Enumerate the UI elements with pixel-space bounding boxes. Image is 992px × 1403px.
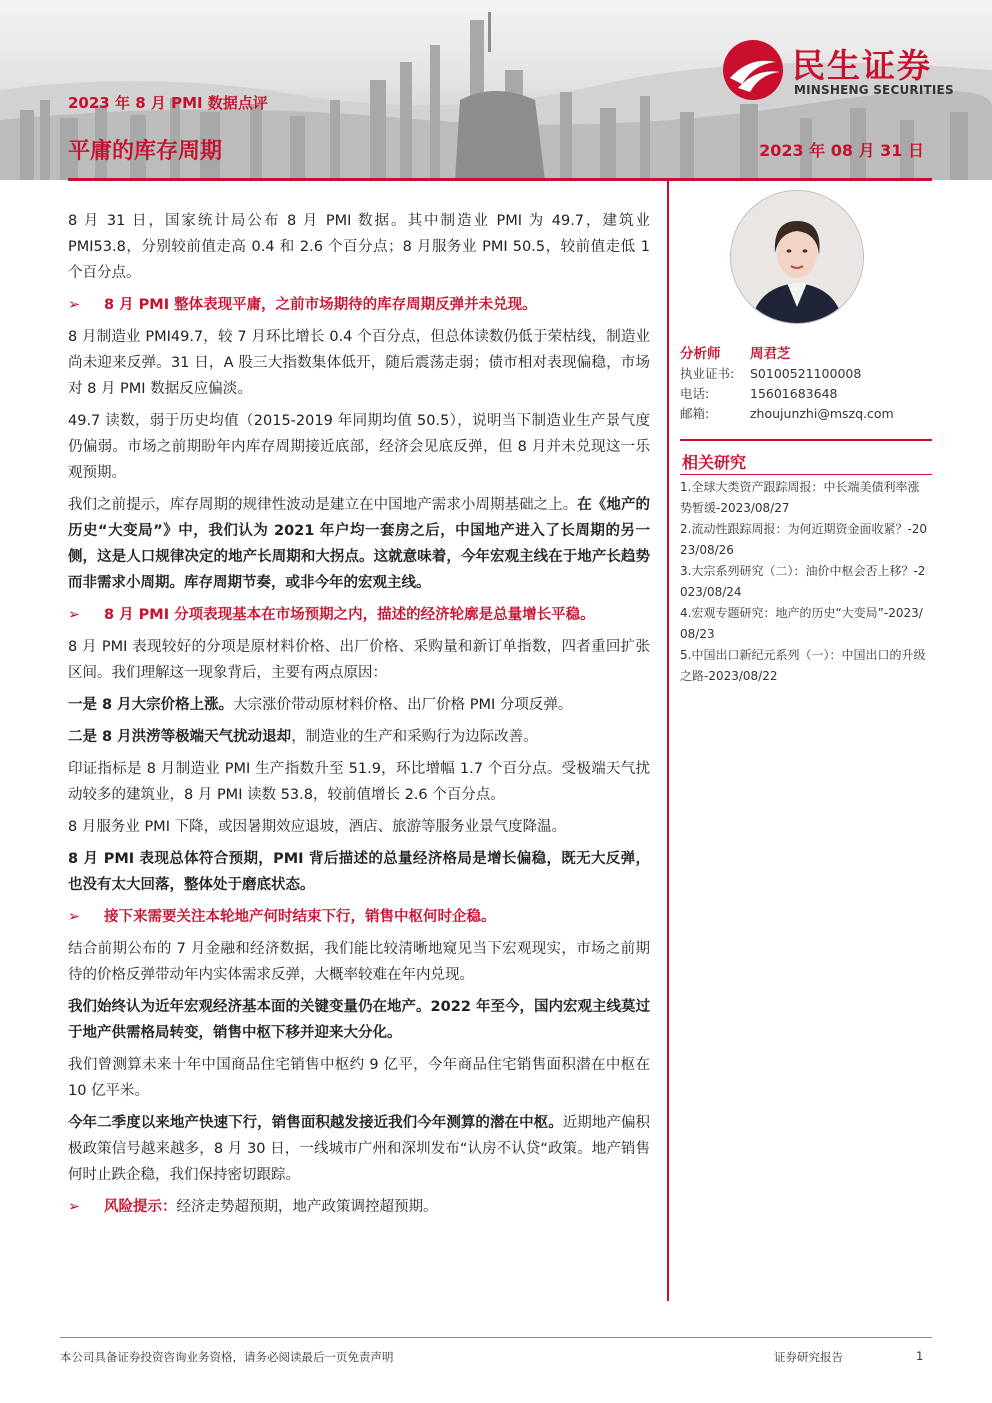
related-research-item[interactable]: 5.中国出口新纪元系列（一）：中国出口的升级之路-2023/08/22 <box>680 648 926 683</box>
key-point <box>68 602 650 628</box>
footer-disclaimer: 本公司具备证券投资咨询业务资格，请务必阅读最后一页免责声明 <box>60 1350 394 1364</box>
phone-number: 15601683648 <box>750 386 838 401</box>
company-logo <box>720 38 970 102</box>
paragraph: 8 月服务业 PMI 下降，或因暑期效应退坡，酒店、旅游等服务业景气度降温。 <box>68 819 567 835</box>
paragraph <box>68 692 650 718</box>
bold-paragraph: 8 月 PMI 表现总体符合预期，PMI 背后描述的总量经济格局是增长偏稳，既无大反弹，也没有太大回落，整体处于磨底状态。 <box>68 851 650 893</box>
related-research-item[interactable]: 4.宏观专题研究：地产的历史“大变局”-2023/08/23 <box>680 606 923 641</box>
related-research-list <box>680 477 930 687</box>
risk-label: 风险提示： <box>104 1199 177 1215</box>
report-date: 2023 年 08 月 31 日 <box>759 141 924 160</box>
arrow-bullet-icon: ➢ <box>68 1199 81 1215</box>
lead-text: 二是 8 月洪涝等极端天气扰动退却 <box>68 729 292 745</box>
logo-text-en: MINSHENG SECURITIES <box>794 83 954 97</box>
paragraph-text: 我们之前提示，库存周期的规律性波动是建立在中国地产需求小周期基础之上。 <box>68 497 578 513</box>
key-point-text: 8 月 PMI 整体表现平庸，之前市场期待的库存周期反弹并未兑现。 <box>104 297 537 313</box>
analyst-portrait-icon <box>731 191 863 323</box>
logo-mark-icon <box>720 38 786 102</box>
header-banner <box>0 0 992 180</box>
cert-number: S0100521100008 <box>750 366 862 381</box>
related-research-title: 相关研究 <box>682 453 747 472</box>
analyst-info <box>680 344 932 424</box>
main-content <box>68 208 650 1226</box>
phone-label: 电话: <box>680 386 710 401</box>
paragraph: 我们曾测算未来十年中国商品住宅销售中枢约 9 亿平，今年商品住宅销售面积潜在中枢在 10 亿平米。 <box>68 1057 650 1099</box>
paragraph: 印证指标是 8 月制造业 PMI 生产指数升至 51.9，环比增幅 1.7 个百分点。受极端天气扰动较多的建筑业，8 月 PMI 读数 53.8，较前值增长 2.6 个百分点。 <box>68 761 650 803</box>
sidebar-divider <box>680 439 932 441</box>
paragraph-text: 近期地产偏积极政策信号越来越多，8 月 30 日，一线城市广州和深圳发布“认房不认贷“政策。地产销售何时止跌企稳，我们保持密切跟踪。 <box>68 1115 651 1183</box>
related-research-item[interactable]: 2.流动性跟踪周报：为何近期资金面收紧？-2023/08/26 <box>680 522 928 557</box>
key-point-text: 8 月 PMI 分项表现基本在市场预期之内，描述的经济轮廓是总量增长平稳。 <box>104 607 595 623</box>
footer-report-type: 证券研究报告 <box>774 1350 843 1364</box>
paragraph <box>68 492 650 596</box>
arrow-bullet-icon: ➢ <box>68 607 81 623</box>
cert-label: 执业证书: <box>680 366 735 381</box>
arrow-bullet-icon: ➢ <box>68 909 81 925</box>
paragraph: 49.7 读数，弱于历史均值（2015-2019 年同期均值 50.5），说明当下制造业生产景气度仍偏弱。市场之前期盼年内库存周期接近底部，经济会见底反弹，但 8 月并未兑现这一乐观预期。 <box>68 413 650 481</box>
analyst-row <box>680 364 932 384</box>
related-research-item[interactable]: 1.全球大类资产跟踪周报：中长端美债利率涨势暂缓-2023/08/27 <box>680 480 920 515</box>
lead-text: 一是 8 月大宗价格上涨。 <box>68 697 234 713</box>
arrow-bullet-icon: ➢ <box>68 297 81 313</box>
analyst-role-label: 分析师 <box>680 346 721 362</box>
header-divider <box>68 178 932 181</box>
sidebar-divider <box>680 474 932 475</box>
paragraph <box>68 1110 650 1188</box>
paragraph-text: 大宗涨价带动原材料价格、出厂价格 PMI 分项反弹。 <box>233 697 573 713</box>
lead-text: 今年二季度以来地产快速下行，销售面积越发接近我们今年测算的潜在中枢。 <box>68 1115 563 1131</box>
bold-paragraph: 我们始终认为近年宏观经济基本面的关键变量仍在地产。2022 年至今，国内宏观主线莫过于地产供需格局转变，销售中枢下移并迎来大分化。 <box>68 999 650 1041</box>
email-address[interactable]: zhoujunzhi@mszq.com <box>750 406 894 421</box>
footer-divider <box>60 1337 932 1338</box>
paragraph: 8 月 PMI 表现较好的分项是原材料价格、出厂价格、采购量和新订单指数，四者重回扩张区间。我们理解这一现象背后，主要有两点原因： <box>68 639 650 681</box>
paragraph-text: ，制造业的生产和采购行为边际改善。 <box>291 729 538 745</box>
analyst-row <box>680 344 932 364</box>
analyst-name: 周君芝 <box>750 346 791 362</box>
paragraph <box>68 724 650 750</box>
analyst-row <box>680 404 932 424</box>
logo-text-cn: 民生证券 <box>792 46 932 85</box>
related-research-item[interactable]: 3.大宗系列研究（二）：油价中枢会否上移？-2023/08/24 <box>680 564 926 599</box>
key-point <box>68 904 650 930</box>
paragraph: 结合前期公布的 7 月金融和经济数据，我们能比较清晰地窥见当下宏观现实，市场之前期待的价格反弹带动年内实体需求反弹，大概率较难在年内兑现。 <box>68 941 650 983</box>
column-divider <box>667 181 669 1301</box>
report-subtitle: 2023 年 8 月 PMI 数据点评 <box>68 94 268 112</box>
paragraph: 8 月制造业 PMI49.7，较 7 月环比增长 0.4 个百分点，但总体读数仍低于荣枯线，制造业尚未迎来反弹。31 日，A 股三大指数集体低开，随后震荡走弱；债市相对表现偏稳，市场对 8 月 PMI 数据反应偏淡。 <box>68 329 650 397</box>
risk-warning <box>68 1194 650 1220</box>
analyst-photo <box>730 190 864 324</box>
page-number: 1 <box>916 1349 924 1363</box>
email-label: 邮箱: <box>680 406 710 421</box>
analyst-row <box>680 384 932 404</box>
risk-text: 经济走势超预期，地产政策调控超预期。 <box>176 1199 438 1215</box>
paragraph-bold-text: 在《地产的历史“大变局”》中，我们认为 2021 年户均一套房之后，中国地产进入了长周期的另一侧，这是人口规律决定的地产长周期和大拐点。这就意味着，今年宏观主线在于地产长趋势而非需求小周期。库存周期节奏，或非今年的宏观主线。 <box>68 497 651 591</box>
key-point-text: 接下来需要关注本轮地产何时结束下行，销售中枢何时企稳。 <box>104 909 496 925</box>
paragraph: 8 月 31 日，国家统计局公布 8 月 PMI 数据。其中制造业 PMI 为 49.7，建筑业 PMI53.8，分别较前值走高 0.4 和 2.6 个百分点；8 月服务业 PMI 50.5，较前值走低 1 个百分点。 <box>68 213 650 281</box>
report-title: 平庸的库存周期 <box>68 139 223 164</box>
key-point <box>68 292 650 318</box>
